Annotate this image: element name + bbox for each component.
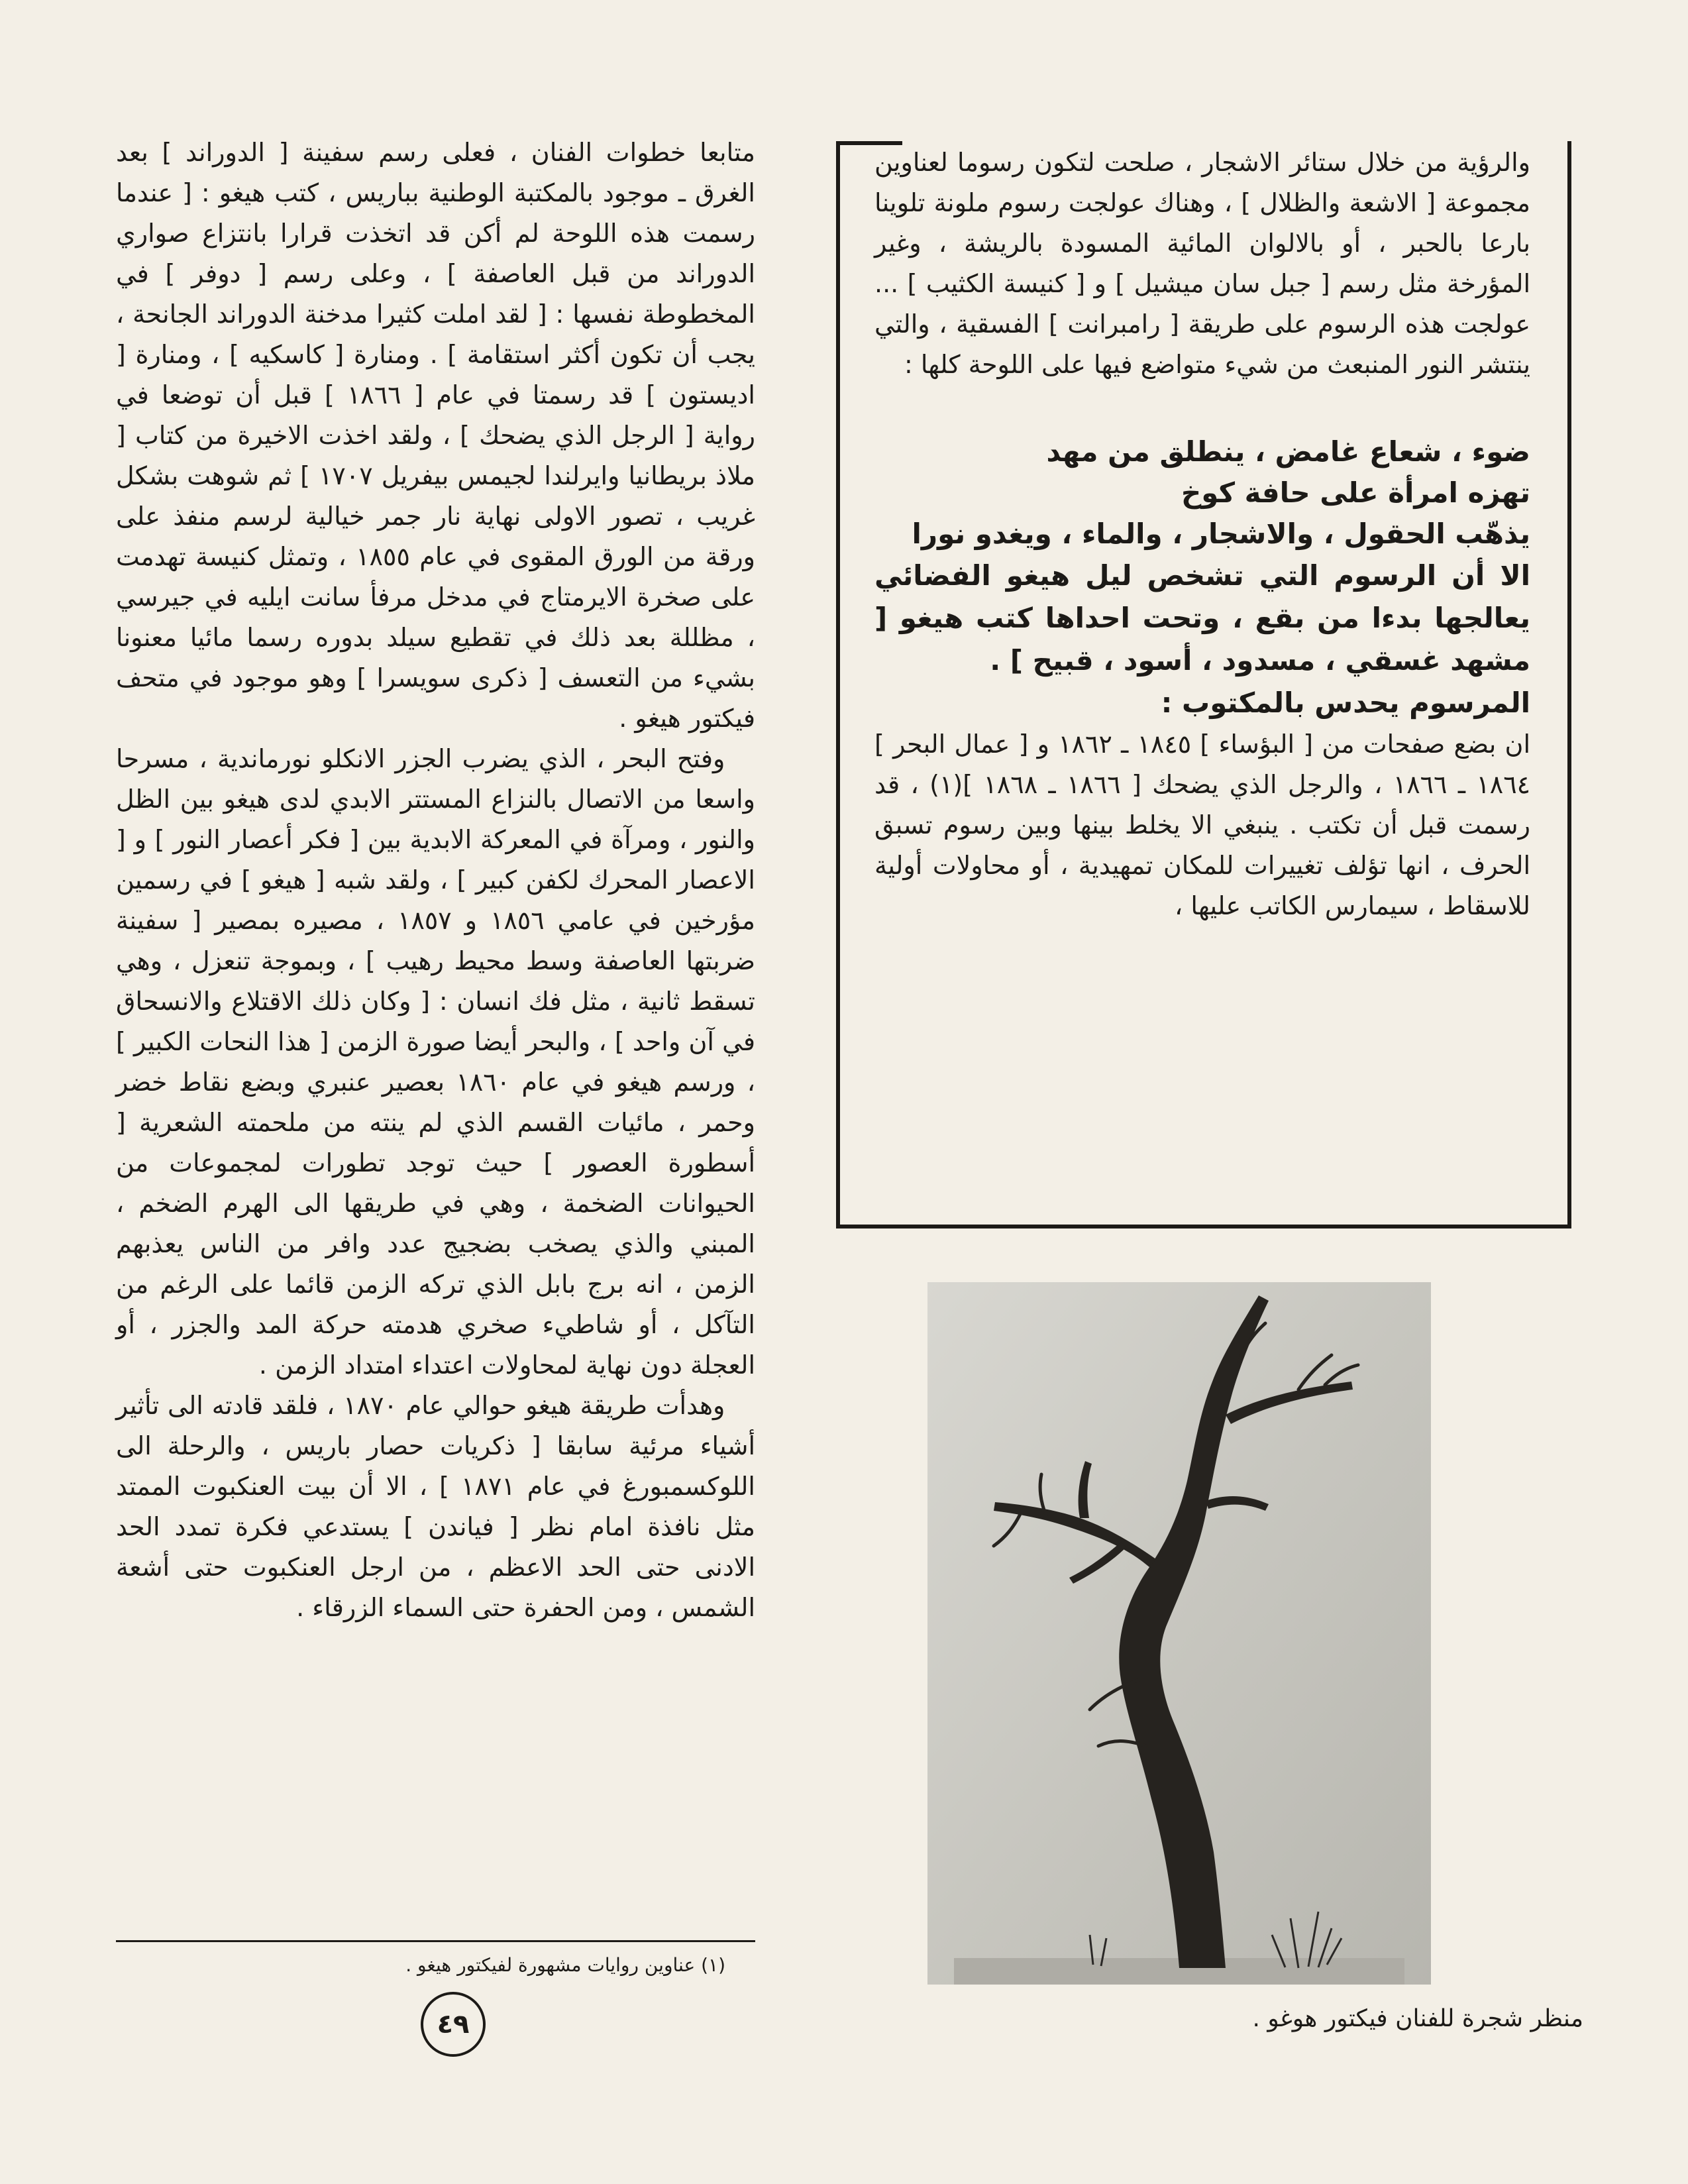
page-number: ٤٩ xyxy=(421,1992,486,2057)
footnote: (١) عناوين روايات مشهورة لفيكتور هيغو . xyxy=(405,1954,725,1976)
section-subheading: المرسوم يحدس بالمكتوب : xyxy=(1161,686,1530,719)
tree-illustration-svg xyxy=(927,1282,1431,1985)
left-paragraph-3: وهدأت طريقة هيغو حوالي عام ١٨٧٠ ، فلقد قادته الى تأثير أشياء مرئية سابقا [ ذكريات حصار باريس ، والرحلة الى اللوكسمبورغ في عام ١٨٧١ ] ، الا أن بيت العنكبوت الممتد مثل نافذة امام نظر [ فياندن ] يستدعي فكرة تمدد الحد الادنى حتى الحد الاعظم ، من ارجل العنكبوت حتى أشعة الشمس ، ومن الحفرة حتى السماء الزرقاء . xyxy=(116,1391,755,1622)
ink-tree-drawing-icon xyxy=(927,1282,1431,1985)
right-text-column xyxy=(874,142,1530,926)
poem-line-2: تهزه امرأة على حافة كوخ xyxy=(1181,476,1530,509)
poem-line-3: يذهّب الحقول ، والاشجار ، والماء ، ويغدو نورا xyxy=(912,518,1530,550)
left-paragraph-1: متابعا خطوات الفنان ، فعلى رسم سفينة [ الدوراند ] بعد الغرق ـ موجود بالمكتبة الوطنية بباريس ، كتب هيغو : [ عندما رسمت هذه اللوحة لم أكن قد اتخذت قرارا بانتزاع صواري الدوراند من قبل العاصفة ] ، وعلى رسم [ دوفر ] في المخطوطة نفسها : [ لقد املت كثيرا مدخنة الدوراند الجانحة ، يجب أن تكون أكثر استقامة ] . ومنارة [ كاسكيه ] ، ومنارة [ اديستون ] قد رسمتا في عام [ ١٨٦٦ ] قبل أن توضعا في رواية [ الرجل الذي يضحك ] ، ولقد اخذت الاخيرة من كتاب [ ملاذ بريطانيا وايرلندا لجيمس بيفريل ١٧٠٧ ] ثم شوهت بشكل غريب ، تصور الاولى نهاية نار جمر خيالية لرسم منفذ على ورقة من الورق المقوى في عام ١٨٥٥ ، وتمثل كنيسة تهدمت على صخرة الايرمتاج في مدخل مرفأ سانت ايليه في جيرسي ، مظللة بعد ذلك في تقطيع سيلد بدوره رسما مائيا معنونا بشيء من التعسف [ ذكرى سويسرا ] وهو موجود في متحف فيكتور هيغو . xyxy=(116,138,755,733)
figure-caption: منظر شجرة للفنان فيكتور هوغو . xyxy=(1252,2005,1583,2032)
emphasis-paragraph: الا أن الرسوم التي تشخص ليل هيغو الفضائي يعالجها بدءا من بقع ، وتحت احداها كتب هيغو [ مشهد غسقي ، مسدود ، أسود ، قبيح ] . xyxy=(874,559,1530,677)
closing-paragraph: ان بضع صفحات من [ البؤساء ] ١٨٤٥ ـ ١٨٦٢ و [ عمال البحر ] ١٨٦٤ ـ ١٨٦٦ ، والرجل الذي يضحك [ ١٨٦٦ ـ ١٨٦٨ ](١) ، قد رسمت قبل أن تكتب . ينبغي الا يخلط بينها وبين رسوم تسبق الحرف ، انها تؤلف تغييرات للمكان تمهيدية ، أو محاولات أولية للاسقاط ، سيمارس الكاتب عليها ، xyxy=(874,730,1531,920)
left-paragraph-2: وفتح البحر ، الذي يضرب الجزر الانكلو نورماندية ، مسرحا واسعا من الاتصال بالنزاع المستتر الابدي لدى هيغو بين الظل والنور ، ومرآة في المعركة الابدية بين [ فكر أعصار النور ] و [ الاعصار المحرك لكفن كبير ] ، ولقد شبه [ هيغو ] في رسمين مؤرخين في عامي ١٨٥٦ و ١٨٥٧ ، مصيره بمصير [ سفينة ضربتها العاصفة وسط محيط رهيب ] ، وبموجة تنعزل ، وهي تسقط ثانية ، مثل فك انسان : [ وكان ذلك الاقتلاع والانسحاق في آن واحد ] ، والبحر أيضا صورة الزمن [ هذا النحات الكبير ] ، ورسم هيغو في عام ١٨٦٠ بعصير عنبري وبضع نقاط خضر وحمر ، مائيات القسم الذي لم ينته من ملحمته الشعرية [ أسطورة العصور ] حيث توجد تطورات لمجموعات من الحيوانات الضخمة ، وهي في طريقها الى الهرم الضخم ، المبني والذي يصخب بضجيج عدد وافر من الناس يعذبهم الزمن ، انه برج بابل الذي تركه الزمن قائما على الرغم من التآكل ، أو شاطيء صخري هدمته حركة المد والجزر ، أو العجلة دون نهاية لمحاولات اعتداء امتداد الزمن . xyxy=(116,744,756,1380)
footnote-divider xyxy=(116,1940,755,1942)
poem-block xyxy=(874,431,1530,555)
poem-line-1: ضوء ، شعاع غامض ، ينطلق من مهد xyxy=(1046,435,1530,468)
left-text-column xyxy=(116,133,755,1628)
right-intro-paragraph: والرؤية من خلال ستائر الاشجار ، صلحت لتكون رسوما لعناوين مجموعة [ الاشعة والظلال ] ، وهناك عولجت رسوم ملونة تلوينا بارعا بالحبر ، أو بالالوان المائية المسودة بالريشة ، وغير المؤرخة مثل رسم [ جبل سان ميشيل ] و [ كنيسة الكثيب ] ... عولجت هذه الرسوم على طريقة [ رامبرانت ] الفسقية ، والتي ينتشر النور المنبعث من شيء متواضع فيها على اللوحة كلها : xyxy=(874,148,1530,379)
